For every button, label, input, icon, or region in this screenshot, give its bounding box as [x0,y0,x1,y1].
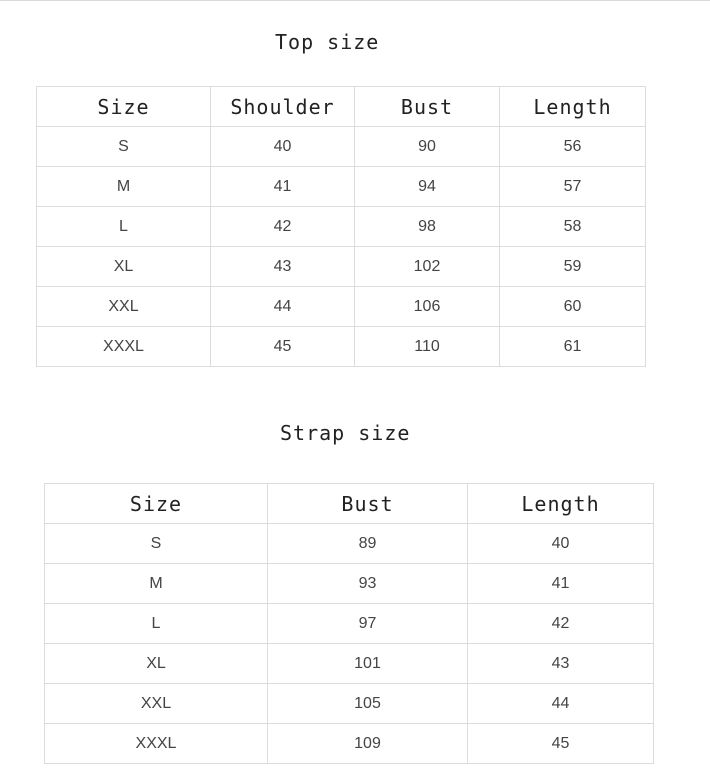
bust-cell: 109 [268,724,468,764]
column-header-length: Length [500,87,646,127]
size-cell: S [37,127,211,167]
bust-cell: 110 [355,327,500,367]
length-cell: 60 [500,287,646,327]
bust-cell: 94 [355,167,500,207]
length-cell: 41 [468,564,654,604]
bust-cell: 105 [268,684,468,724]
bust-cell: 102 [355,247,500,287]
column-header-size: Size [45,484,268,524]
bust-cell: 97 [268,604,468,644]
size-cell: XXXL [37,327,211,367]
table-row [37,287,646,327]
size-cell: XXXL [45,724,268,764]
size-cell: S [45,524,268,564]
top-size-table [36,86,646,367]
shoulder-cell: 42 [211,207,355,247]
bust-cell: 90 [355,127,500,167]
column-header-length: Length [468,484,654,524]
length-cell: 59 [500,247,646,287]
size-cell: XXL [37,287,211,327]
shoulder-cell: 45 [211,327,355,367]
length-cell: 40 [468,524,654,564]
shoulder-cell: 41 [211,167,355,207]
table-header-row [37,87,646,127]
length-cell: 61 [500,327,646,367]
size-cell: L [45,604,268,644]
table-row [45,564,654,604]
top-divider [0,0,710,1]
table-row [37,207,646,247]
size-cell: L [37,207,211,247]
table-row [37,167,646,207]
top-size-title: Top size [275,30,380,54]
bust-cell: 93 [268,564,468,604]
length-cell: 44 [468,684,654,724]
table-row [37,327,646,367]
size-cell: M [37,167,211,207]
length-cell: 43 [468,644,654,684]
size-cell: M [45,564,268,604]
table-row [45,524,654,564]
length-cell: 58 [500,207,646,247]
strap-size-title: Strap size [280,421,411,445]
column-header-bust: Bust [355,87,500,127]
bust-cell: 106 [355,287,500,327]
length-cell: 42 [468,604,654,644]
table-row [45,684,654,724]
table-row [45,604,654,644]
table-header-row [45,484,654,524]
size-cell: XL [37,247,211,287]
table-row [45,724,654,764]
length-cell: 57 [500,167,646,207]
bust-cell: 101 [268,644,468,684]
shoulder-cell: 43 [211,247,355,287]
length-cell: 56 [500,127,646,167]
bust-cell: 98 [355,207,500,247]
size-cell: XXL [45,684,268,724]
table-row [45,644,654,684]
length-cell: 45 [468,724,654,764]
shoulder-cell: 40 [211,127,355,167]
column-header-bust: Bust [268,484,468,524]
column-header-size: Size [37,87,211,127]
size-cell: XL [45,644,268,684]
shoulder-cell: 44 [211,287,355,327]
table-row [37,247,646,287]
bust-cell: 89 [268,524,468,564]
strap-size-table [44,483,654,764]
column-header-shoulder: Shoulder [211,87,355,127]
table-row [37,127,646,167]
